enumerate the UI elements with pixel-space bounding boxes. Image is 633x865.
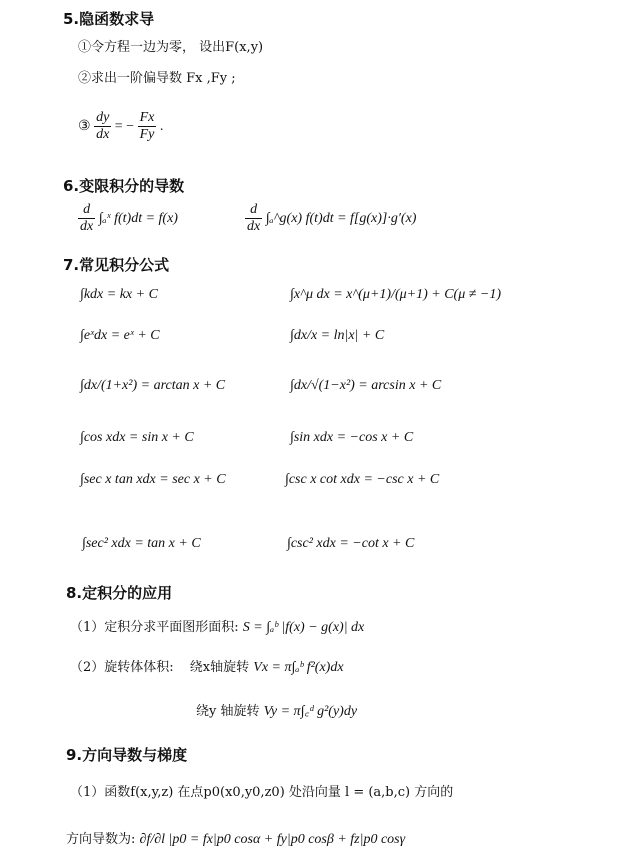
area-label: （1）定积分求平面图形面积: (70, 620, 239, 635)
integral-formula: ∫x^μ dx = x^(μ+1)/(μ+1) + C(μ ≠ −1) (290, 287, 502, 302)
formula-2-d-denominator: dx (247, 219, 261, 235)
integral-formula: ∫csc x cot xdx = −csc x + C (285, 472, 440, 487)
section-6-formula-1 (78, 202, 178, 235)
step-3-lhs-denominator: dx (96, 127, 110, 143)
step-3-marker: ③ (78, 118, 91, 134)
section-9-item-1-formula (66, 828, 405, 848)
section-8-item-2-y (196, 700, 357, 720)
integral-formula: ∫csc² xdx = −cot x + C (287, 536, 415, 551)
integral-formula: ∫sec x tan xdx = sec x + C (80, 472, 226, 487)
formula-2-body: ∫ₐ^g(x) f(t)dt = f[g(x)]·g′(x) (265, 210, 417, 226)
step-3-lhs-numerator: dy (94, 110, 111, 127)
formula-1-body: ∫ₐˣ f(t)dt = f(x) (98, 210, 178, 226)
section-5-step-1: ①令方程一边为零， 设出F(x,y) (78, 40, 264, 55)
section-5-step-3 (78, 110, 163, 143)
integral-formula: ∫cos xdx = sin x + C (80, 430, 194, 445)
section-6-title: 6.变限积分的导数 (63, 177, 185, 195)
section-9-title: 9.方向导数与梯度 (66, 746, 188, 764)
rotate-y-formula: Vy = π∫꜀ᵈ g²(y)dy (263, 704, 358, 719)
volume-label: （2）旋转体体积: (70, 660, 174, 675)
integral-formula: ∫dx/x = ln|x| + C (290, 328, 385, 343)
integral-formula: ∫sec² xdx = tan x + C (82, 536, 201, 551)
integral-formula: ∫eˣdx = eˣ + C (80, 328, 160, 343)
section-9-item-1: （1）函数f(x,y,z) 在点p0(x0,y0,z0) 处沿向量 l = (a,b,c) 方向的 (70, 785, 454, 800)
directional-derivative-label: 方向导数为: (66, 832, 136, 847)
section-5-title: 5.隐函数求导 (63, 10, 155, 28)
integral-formula: ∫dx/(1+x²) = arctan x + C (80, 378, 226, 393)
area-formula: S = ∫ₐᵇ |f(x) − g(x)| dx (242, 620, 365, 635)
section-8-title: 8.定积分的应用 (66, 584, 173, 602)
rotate-y-label: 绕y 轴旋转 (196, 704, 260, 719)
rotate-x-label: 绕x轴旋转 (189, 660, 250, 675)
section-6-formula-2 (245, 202, 416, 235)
rotate-x-formula: Vx = π∫ₐᵇ f²(x)dx (253, 660, 344, 675)
integral-formula: ∫dx/√(1−x²) = arcsin x + C (290, 378, 442, 393)
section-8-item-1 (70, 616, 364, 636)
directional-derivative-formula: ∂f/∂l |p0 = fx|p0 cosα + fy|p0 cosβ + fz|p0 cosγ (139, 832, 406, 847)
section-8-item-2 (70, 656, 344, 676)
formula-1-d-denominator: dx (80, 219, 94, 235)
section-7-title: 7.常见积分公式 (63, 256, 170, 274)
step-3-rhs-denominator: Fy (139, 127, 155, 143)
formula-1-d-numerator: d (78, 202, 95, 219)
step-3-equals: = − (114, 118, 135, 134)
integral-formula: ∫sin xdx = −cos x + C (290, 430, 414, 445)
step-3-end: . (159, 118, 164, 134)
step-3-rhs-numerator: Fx (138, 110, 157, 127)
section-5-step-2: ②求出一阶偏导数 Fx ,Fy ; (78, 71, 236, 86)
formula-2-d-numerator: d (245, 202, 262, 219)
integral-formula: ∫kdx = kx + C (80, 287, 158, 302)
